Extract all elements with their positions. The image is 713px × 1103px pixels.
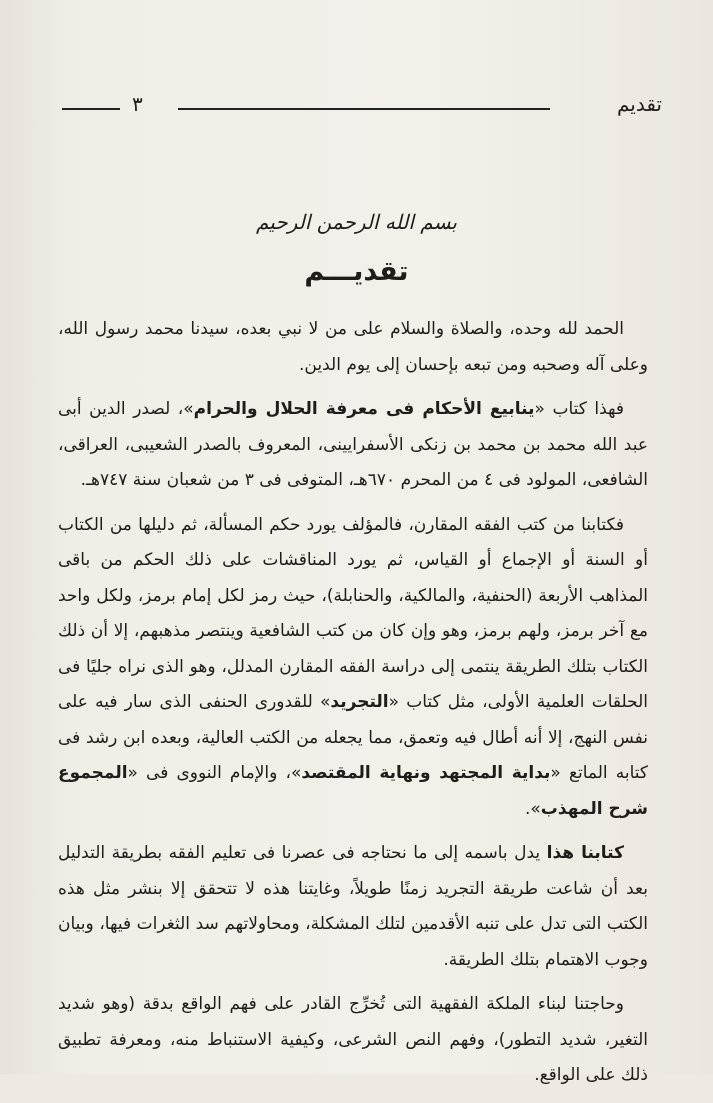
text-segment: فكتابنا من كتب الفقه المقارن، فالمؤلف يورد حكم المسألة، ثم دليلها من الكتاب أو السنة أو الإجماع أو القياس، ثم يورد المناقشات على ذلك الحكم من باقى المذاهب الأربعة (الحنفية، والمالكية، والحنابلة)، حيث رمز لكل إمام برمز، ولكل واحد مع آخر برمز، ولهم برمز، وهو وإن كان من كتب الشافعية وينتصر مذهبهم، إلا أن ذلك الكتاب بتلك الطريقة ينتمى إلى دراسة الفقه المقارن المدلل، وهو الذى نراه جليًا فى الحلقات العلمية الأولى، مثل كتاب « bbox=[58, 514, 649, 712]
paragraph-4 bbox=[58, 836, 648, 978]
book-title: المجموع شرح المهذب bbox=[58, 763, 648, 819]
running-header bbox=[62, 92, 662, 122]
page-title: تقديـــم bbox=[304, 256, 409, 287]
paragraph-1 bbox=[58, 312, 648, 383]
book-title: ينابيع الأحكام فى معرفة الحلال والحرام bbox=[193, 399, 535, 419]
book-title: بداية المجتهد ونهاية المقتصد bbox=[301, 763, 551, 783]
header-rule bbox=[178, 108, 550, 110]
paragraph-3 bbox=[58, 508, 648, 828]
body-text bbox=[58, 312, 648, 1103]
text-segment: وحاجتنا لبناء الملكة الفقهية التى تُخرِّج القادر على فهم الواقع بدقة (وهو شديد التغير، شديد التطور)، وفهم النص الشرعى، وكيفية الاستنباط منه، ومعرفة تطبيق ذلك على الواقع. bbox=[58, 994, 648, 1085]
text-segment: الحمد لله وحده، والصلاة والسلام على من لا نبي بعده، سيدنا محمد رسول الله، وعلى آله وصحبه ومن تبعه بإحسان إلى يوم الدين. bbox=[58, 319, 648, 375]
text-segment: » للقدورى الحنفى الذى سار فيه على نفس النهج، إلا أنه أطال فيه وتعمق، مما يجعله من الكتب العالية، وبعده ابن رشد فى كتابه الماتع « bbox=[58, 692, 648, 783]
running-title: تقديم bbox=[616, 92, 662, 116]
text-segment: يدل باسمه إلى ما نحتاجه فى عصرنا فى تعليم الفقه بطريقة التدليل بعد أن شاعت طريقة التجريد زمنًا طويلاً، وغايتنا هذه لا تتحقق إلا بنشر مثل هذه الكتب التى تدل على تنبه الأقدمين لتلك المشكلة، ومحاولاتهم سد الثغرات فيها، وبيان وجوب الاهتمام بتلك الطريقة. bbox=[58, 843, 648, 970]
header-rule-short bbox=[62, 108, 120, 110]
emphasis: كتابنا هذا bbox=[546, 843, 624, 863]
paragraph-5 bbox=[58, 987, 648, 1094]
text-segment: فهذا كتاب « bbox=[534, 399, 624, 419]
text-segment: »، والإمام النووى فى « bbox=[127, 763, 302, 783]
book-title: التجريد bbox=[330, 692, 389, 712]
text-segment: ». bbox=[524, 798, 541, 819]
page-number: ٣ bbox=[132, 92, 143, 116]
basmala: بسم الله الرحمن الرحيم bbox=[255, 210, 457, 234]
text-segment: »، لصدر الدين أبى عبد الله محمد بن محمد بن زنكى الأسفرايينى، المعروف بالصدر الشعيبى، العراقى، الشافعى، المولود فى ٤ من المحرم ٦٧٠هـ، المتوفى فى ٣ من شعبان سنة ٧٤٧هـ. bbox=[58, 399, 648, 490]
paragraph-2 bbox=[58, 392, 648, 499]
